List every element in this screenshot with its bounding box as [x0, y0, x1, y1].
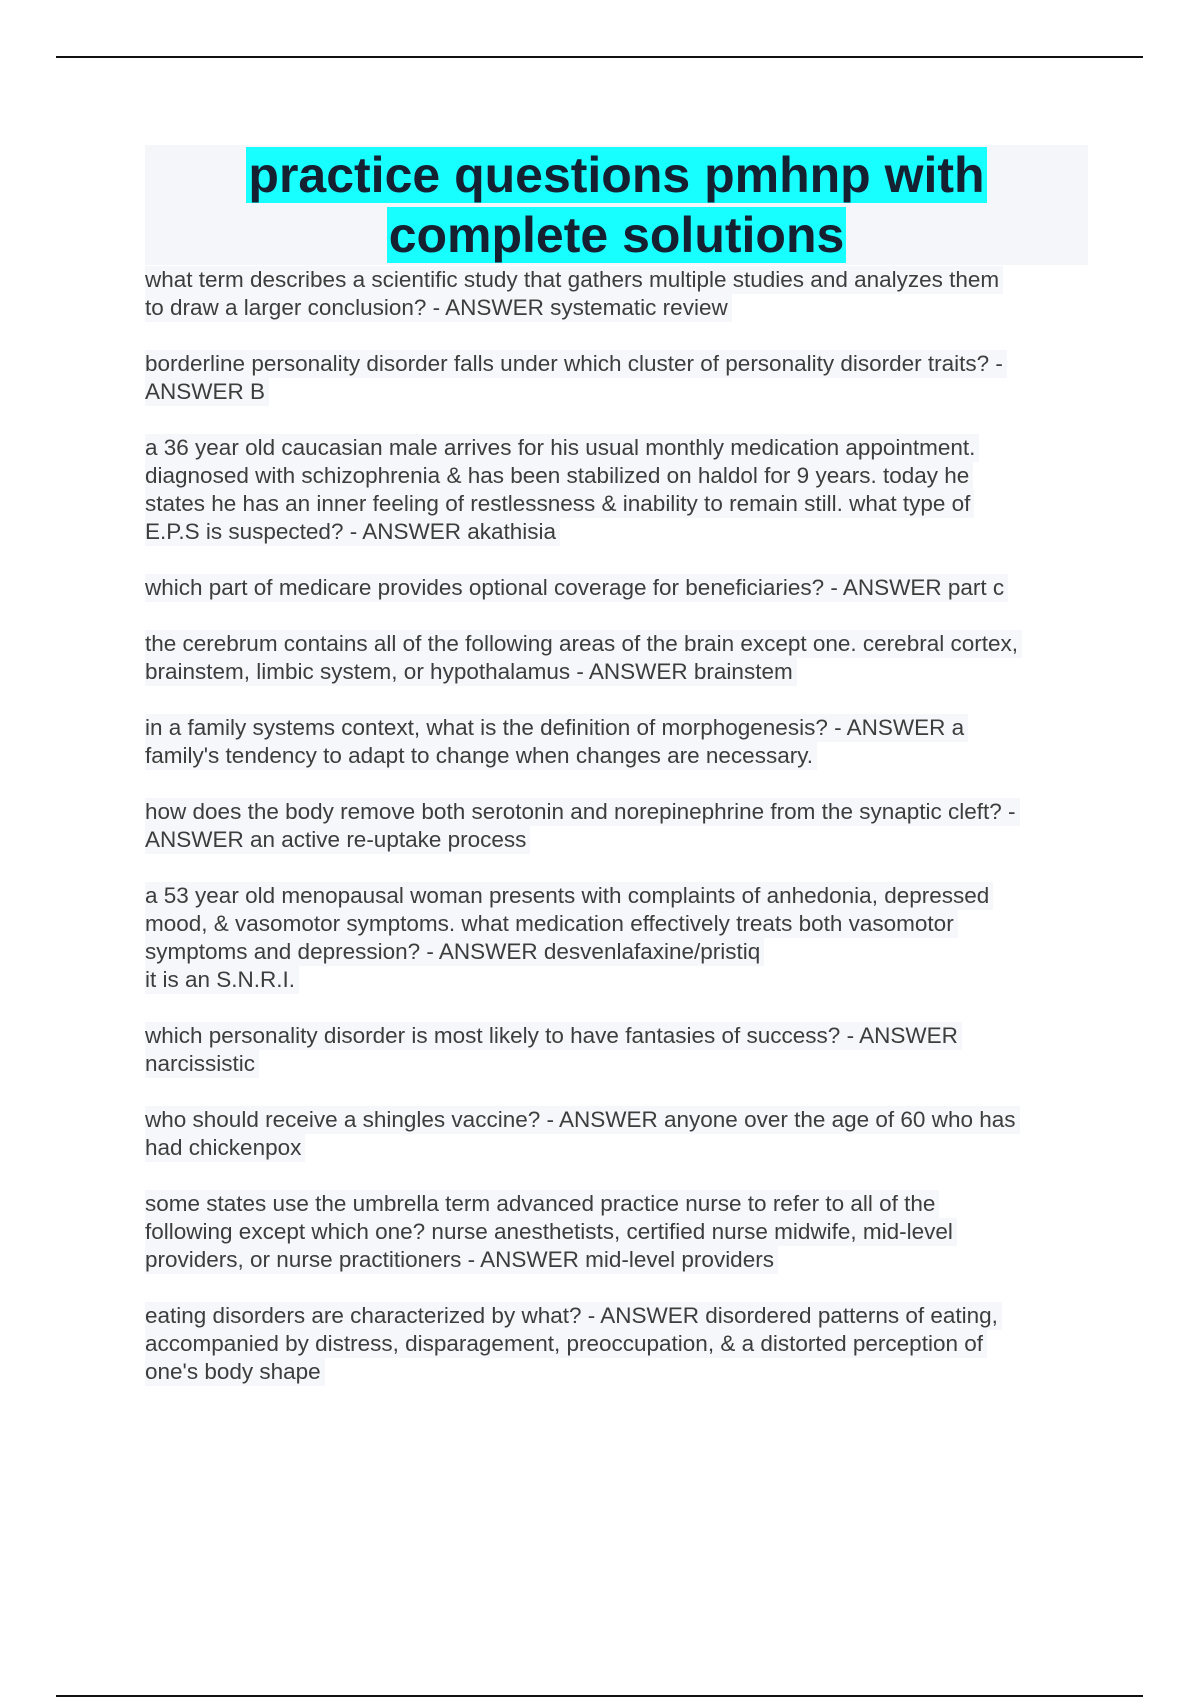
qa-line: which part of medicare provides optional coverage for beneficiaries? - ANSWER part c [145, 574, 1008, 602]
qa-line: had chickenpox [145, 1134, 305, 1162]
qa-line: who should receive a shingles vaccine? - ANSWER anyone over the age of 60 who has [145, 1106, 1020, 1134]
qa-line: ANSWER an active re-uptake process [145, 826, 530, 854]
qa-line: following except which one? nurse anesthetists, certified nurse midwife, mid-level [145, 1218, 957, 1246]
title-line-1: practice questions pmhnp with [248, 147, 985, 203]
page-title [145, 145, 1088, 265]
qa-item [145, 434, 1088, 546]
qa-line: brainstem, limbic system, or hypothalamus - ANSWER brainstem [145, 658, 797, 686]
qa-line: narcissistic [145, 1050, 259, 1078]
qa-line: in a family systems context, what is the definition of morphogenesis? - ANSWER a [145, 714, 968, 742]
bottom-rule [56, 1695, 1143, 1697]
qa-line: which personality disorder is most likely to have fantasies of success? - ANSWER [145, 1022, 962, 1050]
qa-item [145, 714, 1088, 770]
qa-line: eating disorders are characterized by what? - ANSWER disordered patterns of eating, [145, 1302, 1002, 1330]
title-block [145, 145, 1088, 265]
top-rule [56, 56, 1143, 58]
qa-line: a 53 year old menopausal woman presents with complaints of anhedonia, depressed [145, 882, 993, 910]
qa-line: diagnosed with schizophrenia & has been stabilized on haldol for 9 years. today he [145, 462, 973, 490]
qa-line: how does the body remove both serotonin and norepinephrine from the synaptic cleft? - [145, 798, 1020, 826]
qa-line: E.P.S is suspected? - ANSWER akathisia [145, 518, 560, 546]
qa-line: what term describes a scientific study that gathers multiple studies and analyzes them [145, 266, 1003, 294]
qa-item [145, 350, 1088, 406]
qa-item [145, 1022, 1088, 1078]
qa-line: mood, & vasomotor symptoms. what medication effectively treats both vasomotor [145, 910, 958, 938]
title-line-2: complete solutions [388, 207, 845, 263]
qa-item [145, 882, 1088, 994]
qa-item [145, 574, 1088, 602]
qa-list [145, 266, 1088, 1414]
qa-line: ANSWER B [145, 378, 269, 406]
qa-line: some states use the umbrella term advanced practice nurse to refer to all of the [145, 1190, 939, 1218]
qa-line: borderline personality disorder falls under which cluster of personality disorder traits? - [145, 350, 1007, 378]
qa-item [145, 266, 1088, 322]
qa-line: to draw a larger conclusion? - ANSWER systematic review [145, 294, 732, 322]
qa-item [145, 1190, 1088, 1274]
qa-line: the cerebrum contains all of the following areas of the brain except one. cerebral cortex, [145, 630, 1022, 658]
qa-line: providers, or nurse practitioners - ANSWER mid-level providers [145, 1246, 778, 1274]
qa-item [145, 630, 1088, 686]
qa-line: symptoms and depression? - ANSWER desvenlafaxine/pristiq [145, 938, 764, 966]
qa-line: a 36 year old caucasian male arrives for his usual monthly medication appointment. [145, 434, 979, 462]
qa-item [145, 1106, 1088, 1162]
qa-line: one's body shape [145, 1358, 325, 1386]
qa-line: it is an S.N.R.I. [145, 966, 299, 994]
qa-line: family's tendency to adapt to change when changes are necessary. [145, 742, 817, 770]
qa-item [145, 1302, 1088, 1386]
qa-item [145, 798, 1088, 854]
qa-line: accompanied by distress, disparagement, preoccupation, & a distorted perception of [145, 1330, 987, 1358]
qa-line: states he has an inner feeling of restlessness & inability to remain still. what type of [145, 490, 974, 518]
